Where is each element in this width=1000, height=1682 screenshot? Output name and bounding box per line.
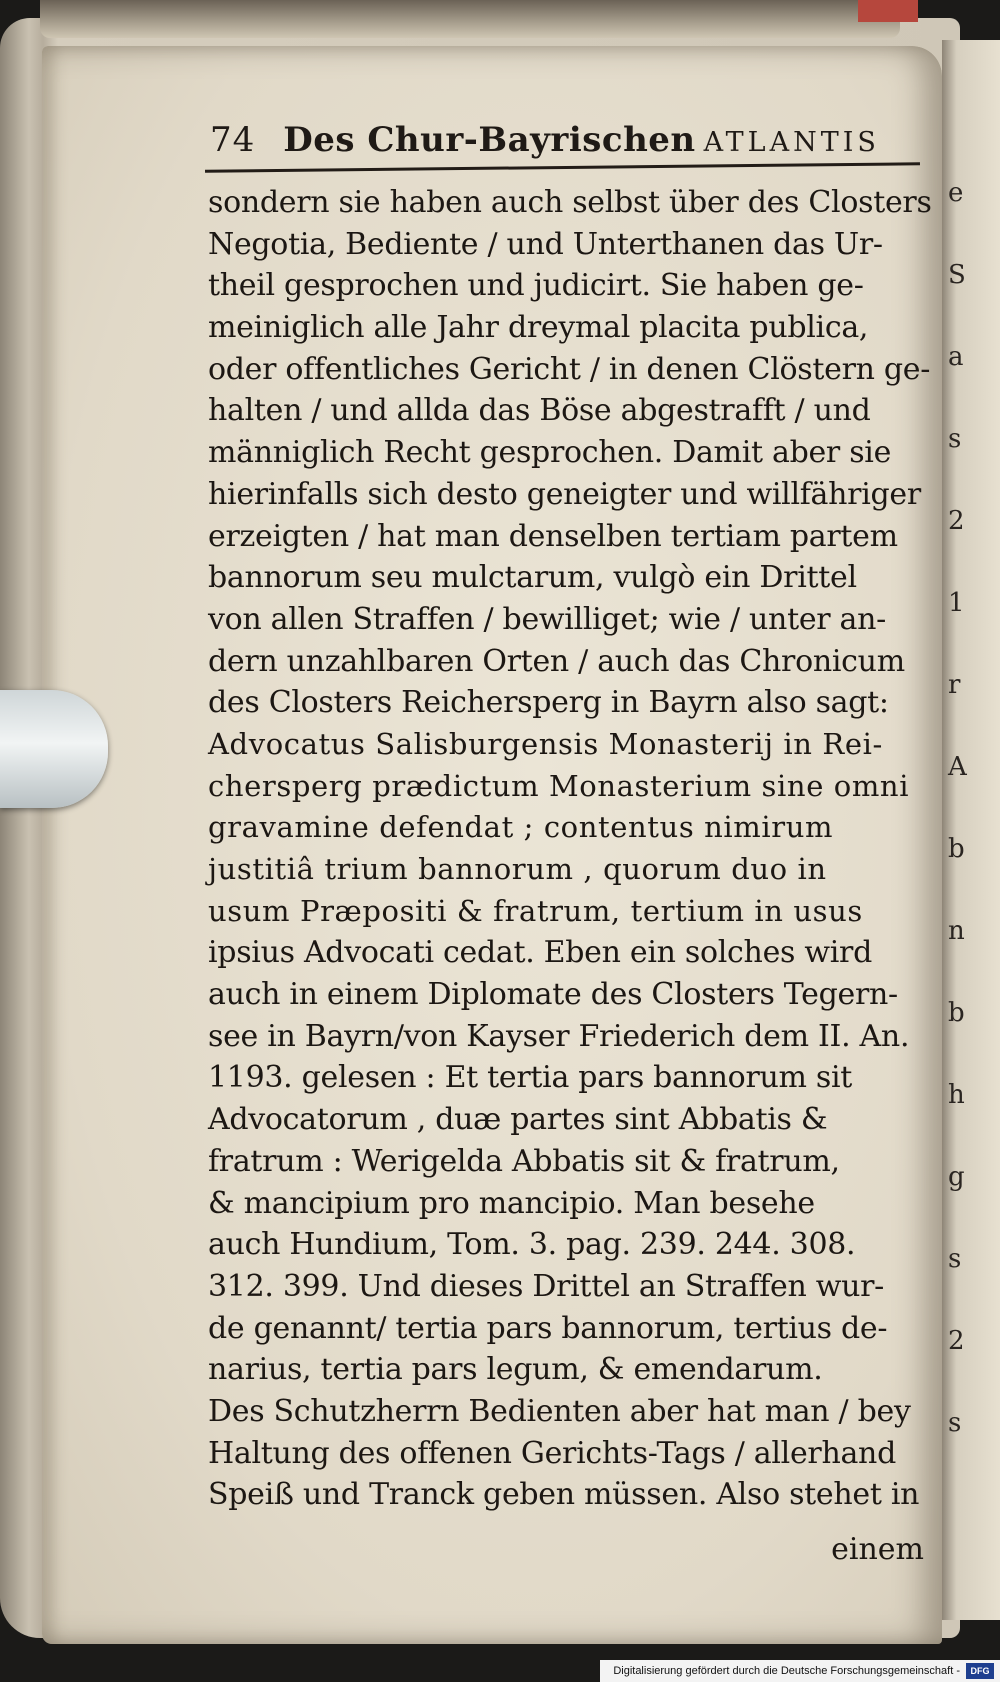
text-line: 312. 399. Und dieses Drittel an Straffen wur- <box>208 1268 885 1304</box>
body-text <box>208 182 938 1516</box>
text-line: dern unzahlbaren Orten / auch das Chronicum <box>208 643 905 679</box>
adjacent-page-letter: s <box>948 1244 962 1274</box>
adjacent-page-letter: b <box>948 998 965 1028</box>
text-line: oder offentliches Gericht / in denen Clöstern ge- <box>208 351 931 387</box>
credit-text: Digitalisierung gefördert durch die Deutsche Forschungsgemeinschaft - <box>613 1665 960 1677</box>
text-line: hierinfalls sich desto geneigter und willfähriger <box>208 476 921 512</box>
adjacent-page-letter: n <box>948 916 965 946</box>
book-page <box>42 46 942 1644</box>
catchword: einem <box>831 1532 924 1567</box>
red-ribbon-marker <box>858 0 918 22</box>
adjacent-page-letter: A <box>948 752 967 782</box>
text-line: Speiß und Tranck geben müssen. Also stehet in <box>208 1477 920 1513</box>
adjacent-page-letter: S <box>948 260 966 290</box>
text-line: see in Bayrn/von Kayser Friederich dem II. An. <box>208 1018 910 1054</box>
adjacent-page-letter: 1 <box>948 588 965 618</box>
text-line: de genannt/ tertia pars bannorum, tertius de- <box>208 1310 888 1346</box>
adjacent-page-letter: s <box>948 1408 962 1438</box>
adjacent-page-letter: 2 <box>948 1326 965 1356</box>
running-title-caps: ATLANTIS <box>703 127 880 158</box>
text-line: auch Hundium, Tom. 3. pag. 239. 244. 308. <box>208 1227 856 1263</box>
adjacent-page-edge <box>942 40 1000 1620</box>
text-line: theil gesprochen und judicirt. Sie haben ge- <box>208 268 864 304</box>
adjacent-page-letter: e <box>948 178 964 208</box>
text-line: männiglich Recht gesprochen. Damit aber sie <box>208 435 892 471</box>
page-number: 74 <box>210 120 256 160</box>
text-line: usum Præpositi & fratrum, tertium in usus <box>208 893 863 928</box>
text-line: sondern sie haben auch selbst über des Closters <box>208 185 932 220</box>
text-line: Des Schutzherrn Bedienten aber hat man / bey <box>208 1393 911 1429</box>
digitization-credit <box>600 1660 1000 1682</box>
book-top-edge <box>40 0 900 38</box>
text-line: Advocatus Salisburgensis Monasterij in Rei- <box>208 726 883 761</box>
dfg-logo-icon: DFG <box>966 1663 994 1679</box>
text-line: & mancipium pro mancipio. Man besehe <box>208 1185 815 1221</box>
adjacent-page-letter: s <box>948 424 962 454</box>
text-line: auch in einem Diplomate des Closters Tegern- <box>208 977 898 1013</box>
text-line: meiniglich alle Jahr dreymal placita publica, <box>208 310 869 346</box>
text-line: von allen Straffen / bewilliget; wie / unter an- <box>208 601 887 637</box>
text-line: halten / und allda das Böse abgestrafft / und <box>208 393 871 429</box>
page-clamp <box>0 690 108 808</box>
text-line: chersperg prædictum Monasterium sine omni <box>208 768 910 803</box>
text-line: ipsius Advocati cedat. Eben ein solches wird <box>208 935 872 971</box>
text-line: justitiâ trium bannorum , quorum duo in <box>208 852 827 886</box>
text-line: 1193. gelesen : Et tertia pars bannorum sit <box>208 1060 853 1096</box>
text-line: Negotia, Bediente / und Unterthanen das Ur- <box>208 226 883 262</box>
text-line: Haltung des offenen Gerichts-Tags / allerhand <box>208 1435 896 1471</box>
adjacent-page-letter: h <box>948 1080 965 1110</box>
text-line: erzeigten / hat man denselben tertiam partem <box>208 518 898 554</box>
text-line: narius, tertia pars legum, & emendarum. <box>208 1352 823 1388</box>
adjacent-page-letter: a <box>948 342 964 372</box>
running-title: Des Chur-Bayrischen <box>283 120 696 160</box>
adjacent-page-letter: b <box>948 834 965 864</box>
text-line: Advocatorum , duæ partes sint Abbatis & <box>208 1102 828 1138</box>
text-line: bannorum seu mulctarum, vulgò ein Drittel <box>208 560 857 596</box>
adjacent-page-letter: g <box>948 1162 965 1192</box>
adjacent-page-letter: 2 <box>948 506 965 536</box>
text-line: des Closters Reichersperg in Bayrn also sagt: <box>208 685 889 721</box>
text-line: fratrum : Werigelda Abbatis sit & fratrum, <box>208 1143 840 1179</box>
text-line: gravamine defendat ; contentus nimirum <box>208 810 834 845</box>
adjacent-page-letter: r <box>948 670 961 700</box>
